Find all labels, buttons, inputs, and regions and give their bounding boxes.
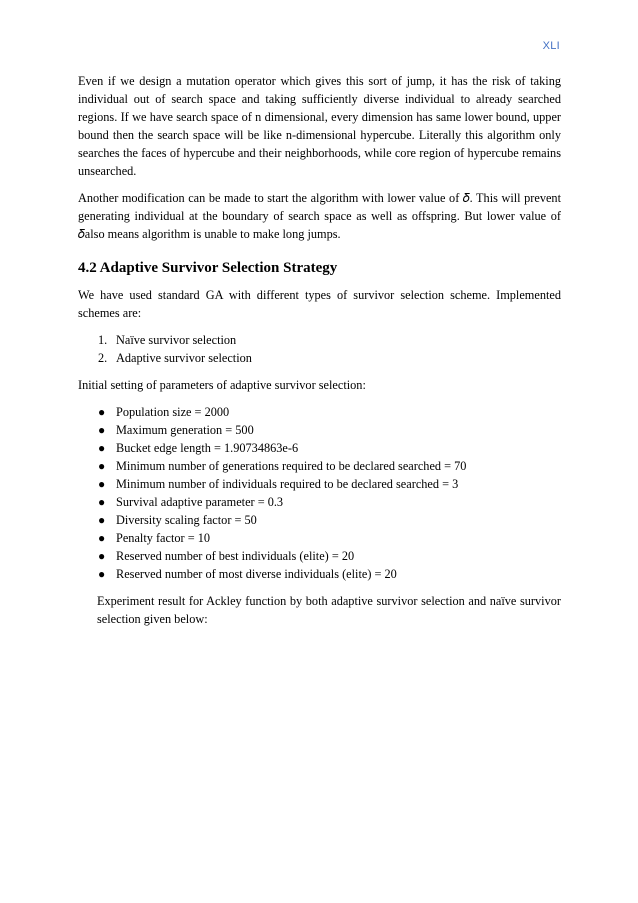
list-item-text: Bucket edge length = 1.90734863e-6: [116, 441, 299, 455]
list-item-text: Naïve survivor selection: [116, 333, 237, 347]
list-item: [78, 403, 561, 421]
list-item: [78, 331, 561, 349]
list-item-text: Minimum number of generations required to be declared searched = 70: [116, 459, 467, 473]
bullet-icon: ●: [98, 495, 106, 509]
list-item-text: Reserved number of best individuals (elite) = 20: [116, 549, 355, 563]
list-item: [78, 565, 561, 583]
bullet-icon: ●: [98, 441, 106, 455]
list-item: [78, 547, 561, 565]
bullet-icon: ●: [98, 513, 106, 527]
list-item: [78, 493, 561, 511]
list-item: [78, 421, 561, 439]
list-item-text: Reserved number of most diverse individuals (elite) = 20: [116, 567, 397, 581]
list-item-number: 1.: [98, 333, 108, 347]
paragraph-mutation-risk: Even if we design a mutation operator which gives this sort of jump, it has the risk of taking individual out of search space and taking sufficiently diverse individual to already searched regions. If we have search space of n dimensional, every dimension has same lower bound, upper bound then the search space will be like n-dimensional hypercube. Literally this algorithm only searches the faces of hypercube and their neighborhoods, while core region of hypercube remains unsearched.: [78, 74, 561, 178]
bullet-icon: ●: [98, 477, 106, 491]
list-item: [78, 439, 561, 457]
list-item-text: Diversity scaling factor = 50: [116, 513, 257, 527]
list-item-text: Survival adaptive parameter = 0.3: [116, 495, 284, 509]
list-item-text: Minimum number of individuals required to be declared searched = 3: [116, 477, 459, 491]
list-item: [78, 475, 561, 493]
section-heading: 4.2 Adaptive Survivor Selection Strategy: [78, 260, 338, 276]
bullet-icon: ●: [98, 405, 106, 419]
list-item: [78, 529, 561, 547]
list-item-text: Maximum generation = 500: [116, 423, 254, 437]
bullet-icon: ●: [98, 423, 106, 437]
page-content: [78, 72, 561, 628]
section-intro: We have used standard GA with different types of survivor selection scheme. Implemented schemes are:: [78, 288, 561, 320]
conclusion-paragraph: Experiment result for Ackley function by both adaptive survivor selection and naïve survivor selection given below:: [97, 594, 561, 626]
list-item-number: 2.: [98, 351, 108, 365]
list-item: [78, 457, 561, 475]
list-item: [78, 511, 561, 529]
list-item-text: Penalty factor = 10: [116, 531, 211, 545]
bullet-icon: ●: [98, 531, 106, 545]
bullet-icon: ●: [98, 549, 106, 563]
list-item-text: Population size = 2000: [116, 405, 230, 419]
list-item: [78, 349, 561, 367]
params-intro: Initial setting of parameters of adaptive survivor selection:: [78, 378, 366, 392]
list-item-text: Adaptive survivor selection: [116, 351, 252, 365]
parameters-list: [78, 403, 561, 583]
bullet-icon: ●: [98, 567, 106, 581]
page-number: XLI: [542, 40, 560, 52]
schemes-list: [78, 331, 561, 367]
paragraph-delta-modification: Another modification can be made to start the algorithm with lower value of 𝛿. This will prevent generating individual at the boundary of search space as well as offspring. But lower value of 𝛿also means algorithm is unable to make long jumps.: [78, 191, 561, 241]
bullet-icon: ●: [98, 459, 106, 473]
